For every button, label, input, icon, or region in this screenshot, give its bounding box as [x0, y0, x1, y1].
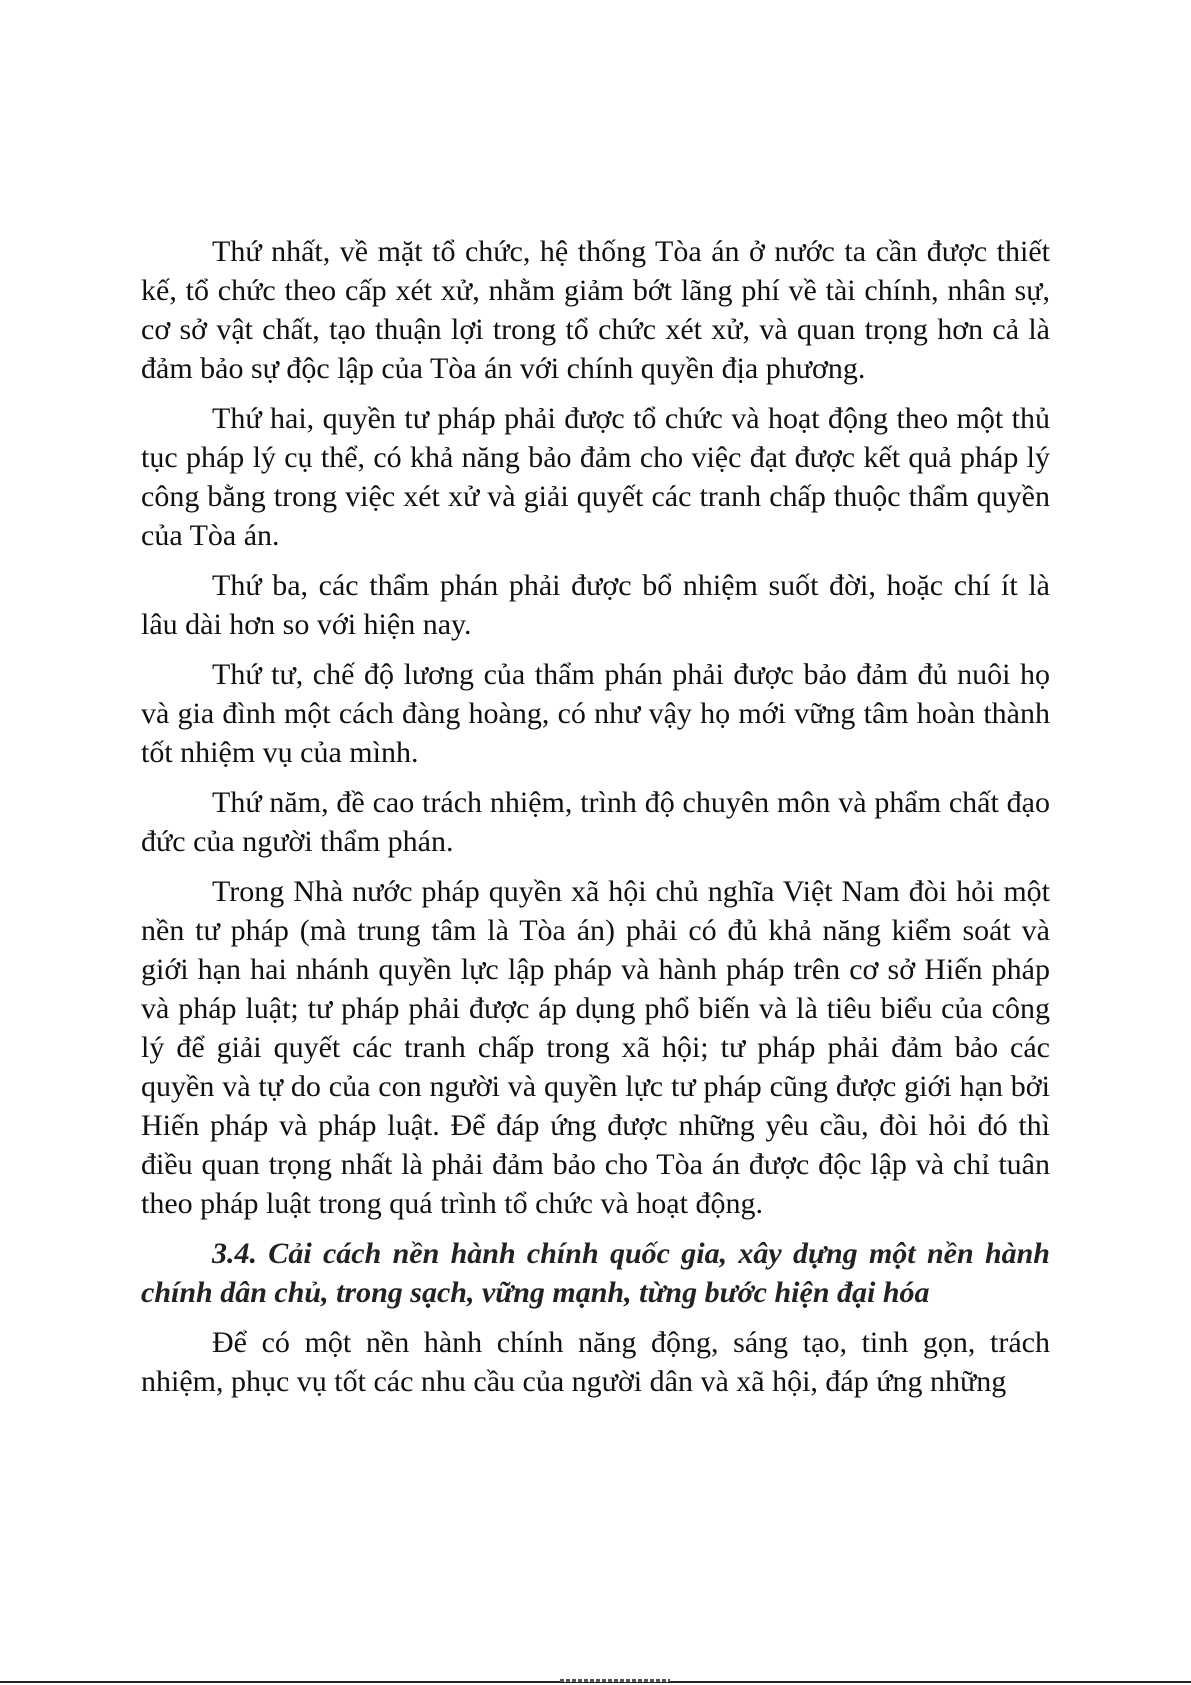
paragraph-fifth: Thứ năm, đề cao trách nhiệm, trình độ chuyên môn và phẩm chất đạo đức của người thẩm phán. [141, 786, 1050, 858]
section-heading: 3.4. Cải cách nền hành chính quốc gia, xây dựng một nền hành chính dân chủ, trong sạch, vững mạnh, từng bước hiện đại hóa [141, 1237, 1050, 1309]
paragraph-second: Thứ hai, quyền tư pháp phải được tổ chức và hoạt động theo một thủ tục pháp lý cụ thể, có khả năng bảo đảm cho việc đạt được kết quả pháp lý công bằng trong việc xét xử và giải quyết các tranh chấp thuộc thẩm quyền của Tòa án. [141, 402, 1050, 552]
paragraph-rule-of-law: Trong Nhà nước pháp quyền xã hội chủ nghĩa Việt Nam đòi hỏi một nền tư pháp (mà trung tâm là Tòa án) phải có đủ khả năng kiểm soát và giới hạn hai nhánh quyền lực lập pháp và hành pháp trên cơ sở Hiến pháp và pháp luật; tư pháp phải được áp dụng phổ biến và là tiêu biểu của công lý để giải quyết các tranh chấp trong xã hội; tư pháp phải đảm bảo các quyền và tự do của con người và quyền lực tư pháp cũng được giới hạn bởi Hiến pháp và pháp luật. Để đáp ứng được những yêu cầu, đòi hỏi đó thì điều quan trọng nhất là phải đảm bảo cho Tòa án được độc lập và chỉ tuân theo pháp luật trong quá trình tổ chức và hoạt động. [141, 875, 1050, 1220]
paragraph-closing: Để có một nền hành chính năng động, sáng tạo, tinh gọn, trách nhiệm, phục vụ tốt các nhu cầu của người dân và xã hội, đáp ứng những [141, 1326, 1050, 1398]
body-text [141, 232, 1050, 1412]
paragraph-first: Thứ nhất, về mặt tổ chức, hệ thống Tòa án ở nước ta cần được thiết kế, tổ chức theo cấp xét xử, nhằm giảm bớt lãng phí về tài chính, nhân sự, cơ sở vật chất, tạo thuận lợi trong tổ chức xét xử, và quan trọng hơn cả là đảm bảo sự độc lập của Tòa án với chính quyền địa phương. [141, 235, 1050, 385]
paragraph-fourth: Thứ tư, chế độ lương của thẩm phán phải được bảo đảm đủ nuôi họ và gia đình một cách đàng hoàng, có như vậy họ mới vững tâm hoàn thành tốt nhiệm vụ của mình. [141, 658, 1050, 769]
paragraph-third: Thứ ba, các thẩm phán phải được bổ nhiệm suốt đời, hoặc chí ít là lâu dài hơn so với hiện nay. [141, 569, 1050, 641]
page-bottom-mark [560, 1679, 670, 1682]
